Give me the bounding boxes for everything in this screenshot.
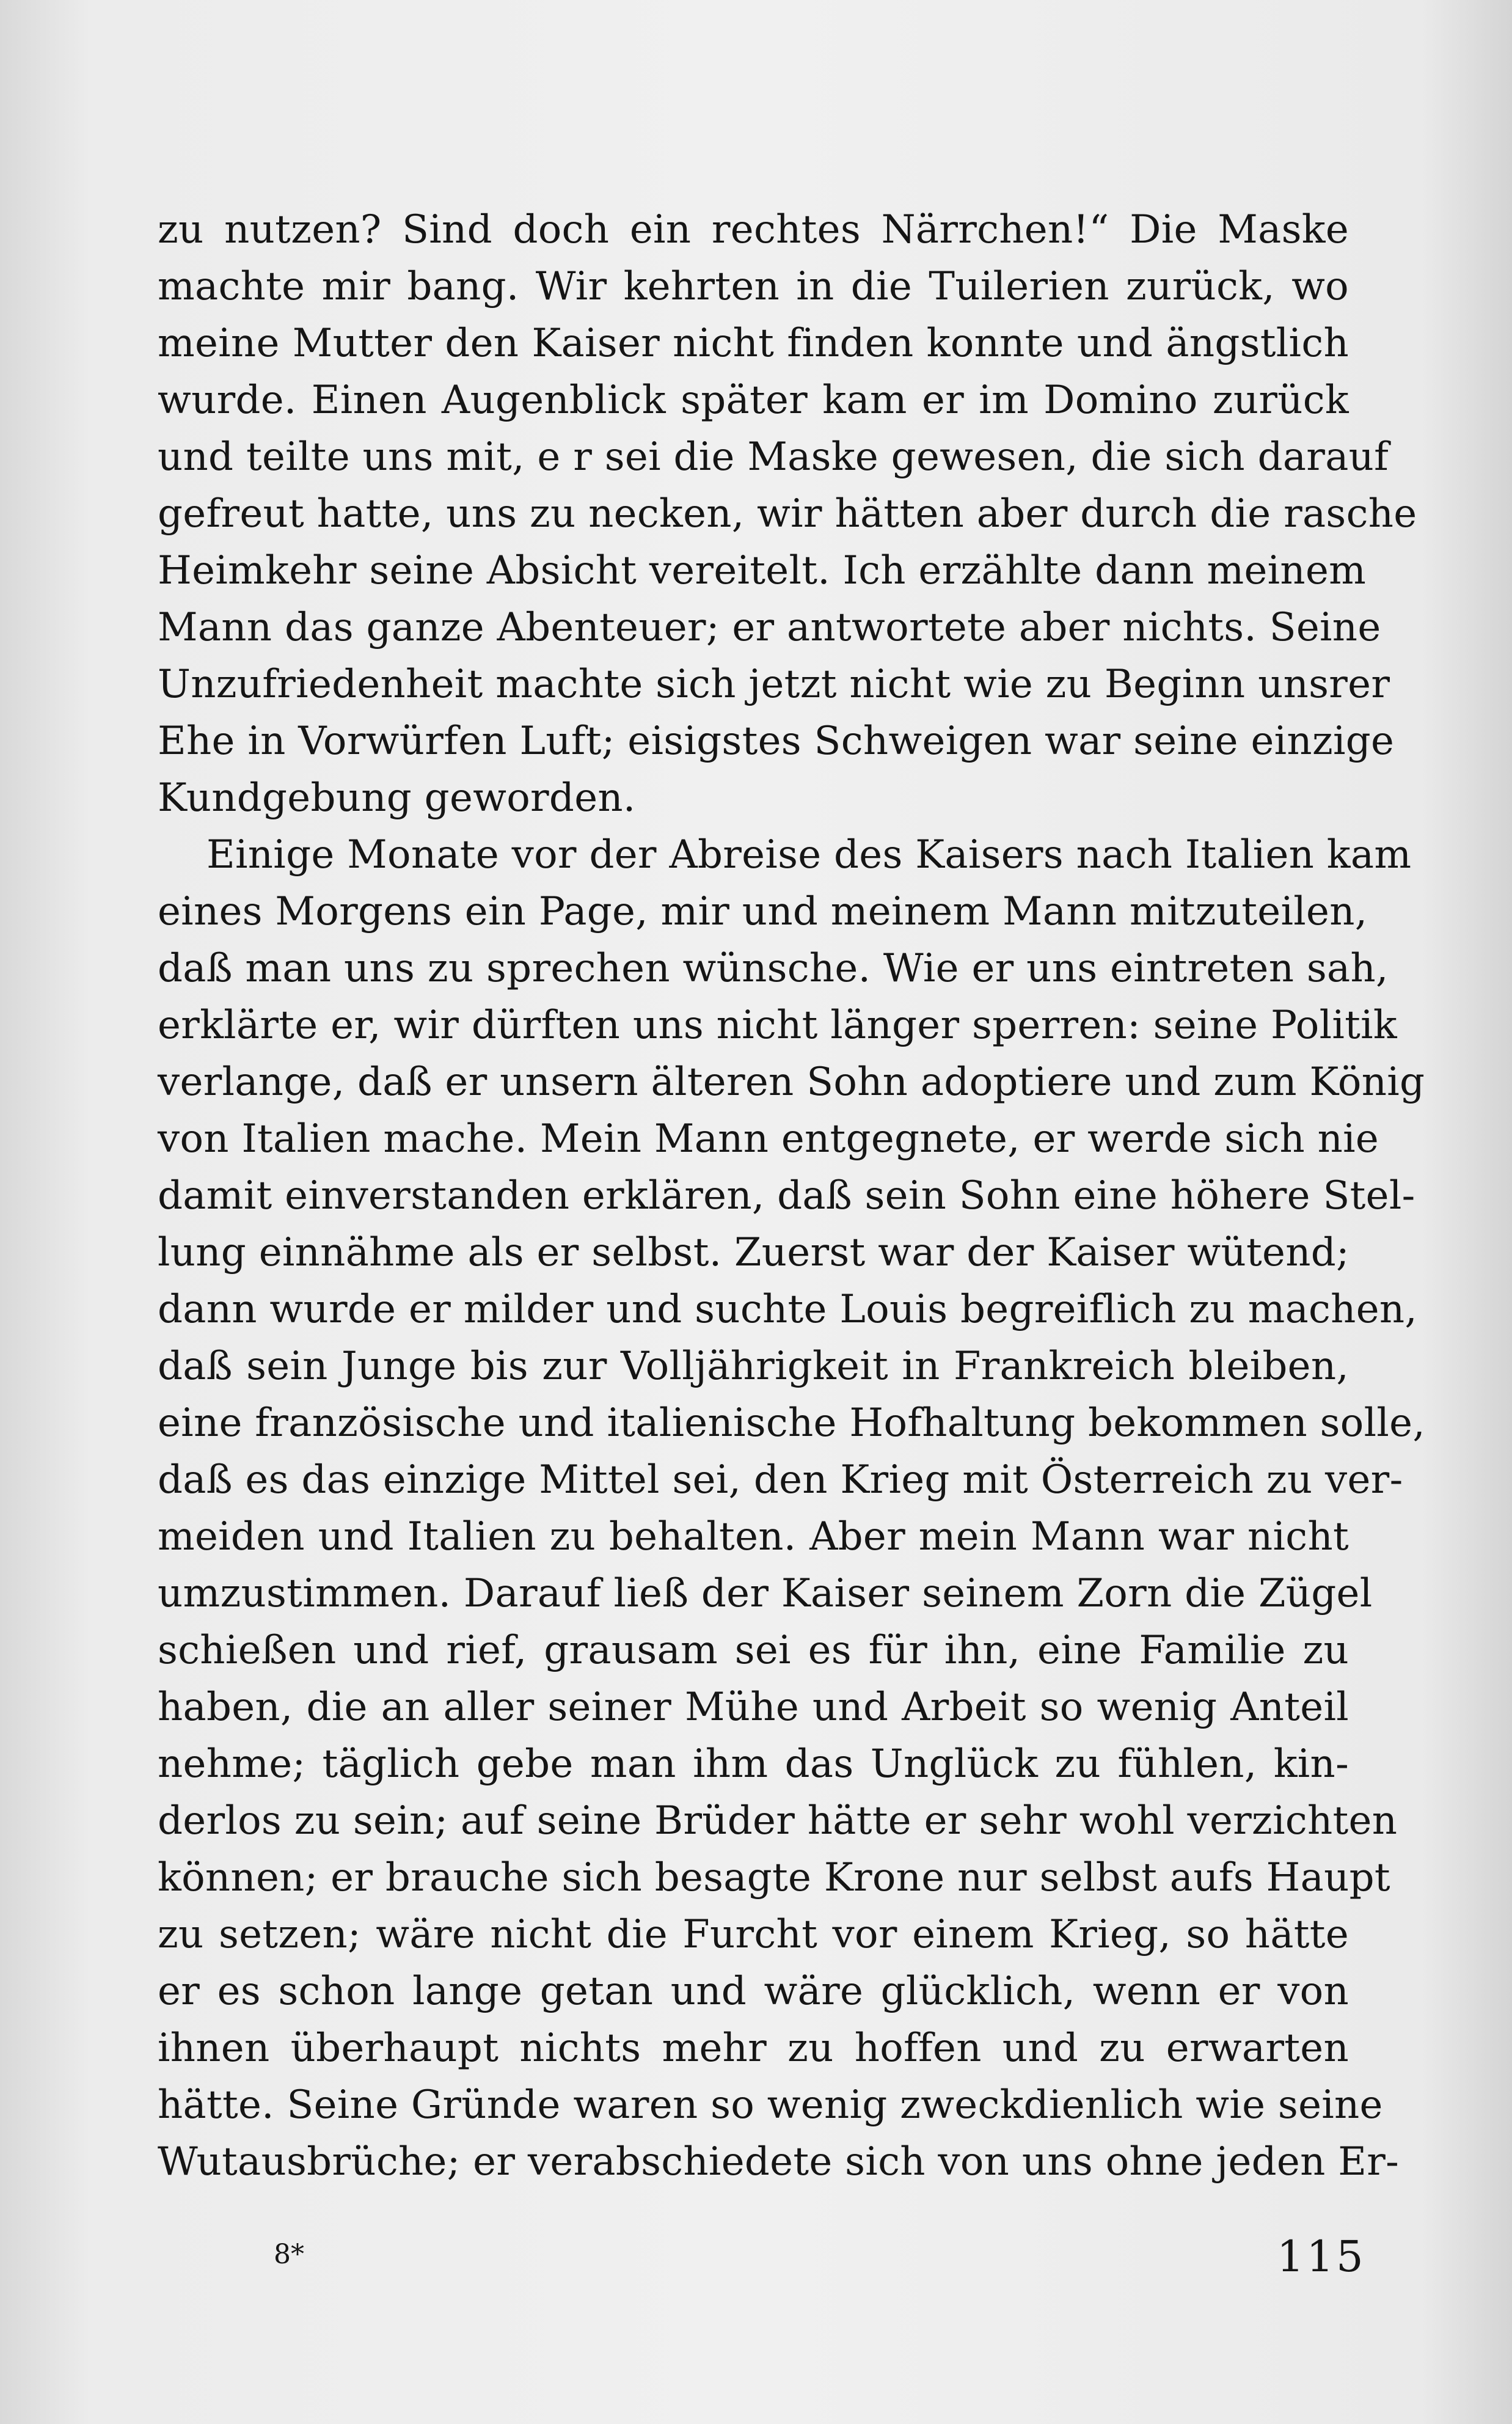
text-line: meiden und Italien zu behalten. Aber mein Mann war nicht <box>158 1514 1349 1559</box>
text-line: Wutausbrüche; er verabschiedete sich von uns ohne jeden Er- <box>158 2139 1400 2184</box>
text-line: lung einnähme als er selbst. Zuerst war der Kaiser wütend; <box>158 1230 1349 1275</box>
text-line: eine französische und italienische Hofhaltung bekommen solle, <box>158 1401 1425 1446</box>
text-line: Ehe in Vorwürfen Luft; eisigstes Schweigen war seine einzige <box>158 719 1395 764</box>
text-line: daß sein Junge bis zur Volljährigkeit in Frankreich bleiben, <box>158 1344 1349 1389</box>
text-line: nehme; täglich gebe man ihm das Unglück zu fühlen, kin- <box>158 1741 1349 1787</box>
text-line: zu nutzen? Sind doch ein rechtes Närrchen!“ Die Maske <box>158 207 1349 252</box>
text-line: erklärte er, wir dürften uns nicht länger sperren: seine Politik <box>158 1003 1398 1048</box>
text-line: machte mir bang. Wir kehrten in die Tuilerien zurück, wo <box>158 264 1349 309</box>
text-line: können; er brauche sich besagte Krone nur selbst aufs Haupt <box>158 1855 1390 1900</box>
text-line: gefreut hatte, uns zu necken, wir hätten aber durch die rasche <box>158 491 1417 536</box>
page-number: 115 <box>1277 2232 1366 2282</box>
text-line: zu setzen; wäre nicht die Furcht vor einem Krieg, so hätte <box>158 1912 1349 1957</box>
text-line: dann wurde er milder und suchte Louis begreiflich zu machen, <box>158 1287 1418 1332</box>
text-line: von Italien mache. Mein Mann entgegnete, er werde sich nie <box>158 1116 1379 1162</box>
text-line: Heimkehr seine Absicht vereitelt. Ich erzählte dann meinem <box>158 548 1367 593</box>
text-line: daß man uns zu sprechen wünsche. Wie er uns eintreten sah, <box>158 946 1389 991</box>
text-line: Mann das ganze Abenteuer; er antwortete aber nichts. Seine <box>158 605 1381 650</box>
text-line: und teilte uns mit, e r sei die Maske gewesen, die sich darauf <box>158 434 1389 480</box>
signature-mark: 8* <box>274 2239 304 2270</box>
text-line: ihnen überhaupt nichts mehr zu hoffen und zu erwarten <box>158 2026 1349 2071</box>
text-line: schießen und rief, grausam sei es für ihn, eine Familie zu <box>158 1628 1349 1673</box>
text-line: haben, die an aller seiner Mühe und Arbeit so wenig Anteil <box>158 1685 1349 1730</box>
text-line: Kundgebung geworden. <box>158 775 636 821</box>
text-line: derlos zu sein; auf seine Brüder hätte er sehr wohl verzichten <box>158 1798 1398 1844</box>
text-line: damit einverstanden erklären, daß sein Sohn eine höhere Stel- <box>158 1173 1415 1218</box>
text-line: er es schon lange getan und wäre glücklich, wenn er von <box>158 1969 1349 2014</box>
text-line: wurde. Einen Augenblick später kam er im Domino zurück <box>158 378 1349 423</box>
text-line: meine Mutter den Kaiser nicht finden konnte und ängstlich <box>158 321 1349 366</box>
text-line: hätte. Seine Gründe waren so wenig zweckdienlich wie seine <box>158 2082 1383 2128</box>
text-line: umzustimmen. Darauf ließ der Kaiser seinem Zorn die Zügel <box>158 1571 1373 1616</box>
text-line: daß es das einzige Mittel sei, den Krieg mit Österreich zu ver- <box>158 1457 1403 1503</box>
text-line: Einige Monate vor der Abreise des Kaisers nach Italien kam <box>206 832 1412 877</box>
text-line: verlange, daß er unsern älteren Sohn adoptiere und zum König <box>158 1060 1425 1105</box>
text-line: Unzufriedenheit machte sich jetzt nicht wie zu Beginn unsrer <box>158 662 1390 707</box>
text-line: eines Morgens ein Page, mir und meinem Mann mitzuteilen, <box>158 889 1368 934</box>
